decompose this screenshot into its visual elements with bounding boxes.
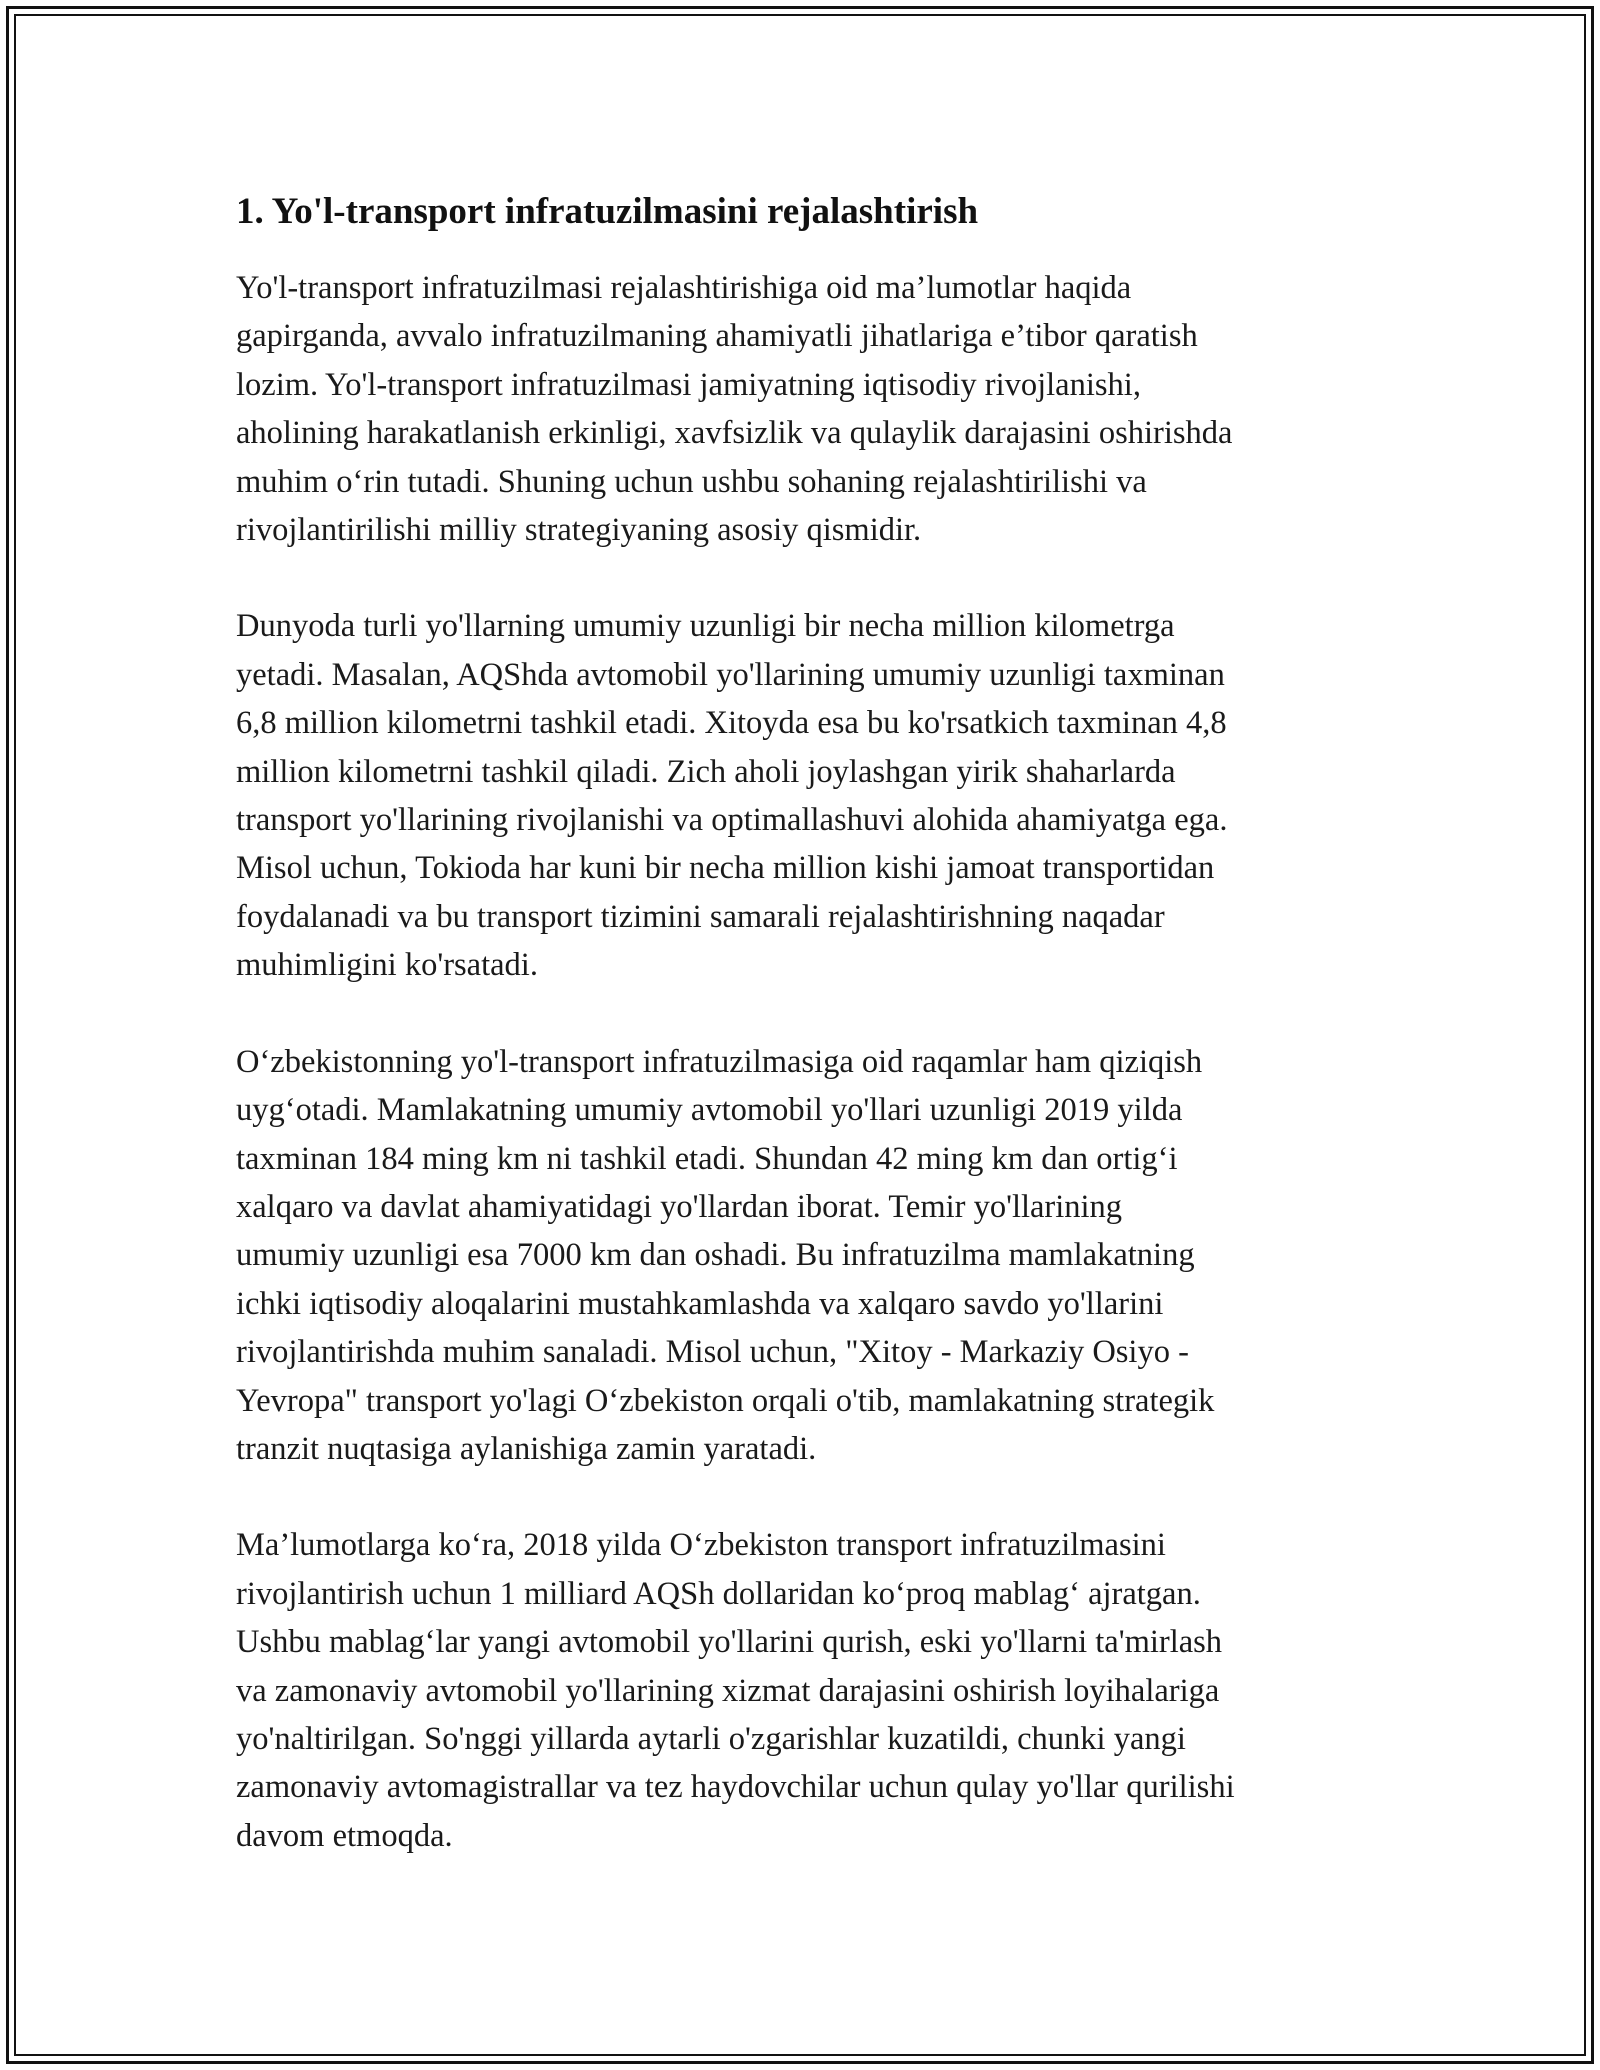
text-line: ichki iqtisodiy aloqalarini mustahkamlashda va xalqaro savdo yo'llarini	[236, 1285, 1164, 1322]
paragraph-4	[236, 1521, 1371, 1860]
text-line: rivojlantirishda muhim sanaladi. Misol uchun, "Xitoy - Markaziy Osiyo -	[236, 1334, 1189, 1371]
text-line: xalqaro va davlat ahamiyatidagi yo'llardan iborat. Temir yo'llarining	[236, 1188, 1123, 1225]
text-line: 6,8 million kilometrni tashkil etadi. Xitoyda esa bu ko'rsatkich taxminan 4,8	[236, 705, 1227, 742]
text-line: tranzit nuqtasiga aylanishiga zamin yaratadi.	[236, 1430, 817, 1467]
text-line: rivojlantirish uchun 1 milliard AQSh dollaridan ko‘proq mablag‘ ajratgan.	[236, 1575, 1201, 1612]
text-line: yetadi. Masalan, AQShda avtomobil yo'llarining umumiy uzunligi taxminan	[236, 656, 1225, 693]
text-line: zamonaviy avtomagistrallar va tez haydovchilar uchun qulay yo'llar qurilishi	[236, 1769, 1235, 1806]
text-line: davom etmoqda.	[236, 1817, 453, 1854]
paragraph-2	[236, 602, 1371, 989]
text-line: taxminan 184 ming km ni tashkil etadi. Shundan 42 ming km dan ortig‘i	[236, 1140, 1178, 1177]
text-line: million kilometrni tashkil qiladi. Zich aholi joylashgan yirik shaharlarda	[236, 753, 1176, 790]
document-body	[236, 186, 1371, 1908]
text-line: Ushbu mablag‘lar yangi avtomobil yo'llarini qurish, eski yo'llarni ta'mirlash	[236, 1624, 1223, 1661]
text-line: foydalanadi va bu transport tizimini samarali rejalashtirishning naqadar	[236, 898, 1165, 935]
text-line: uyg‘otadi. Mamlakatning umumiy avtomobil yo'llari uzunligi 2019 yilda	[236, 1092, 1183, 1129]
text-line: muhim o‘rin tutadi. Shuning uchun ushbu sohaning rejalashtirilishi va	[236, 463, 1147, 500]
text-line: Dunyoda turli yo'llarning umumiy uzunligi bir necha million kilometrga	[236, 608, 1175, 645]
text-line: aholining harakatlanish erkinligi, xavfsizlik va qulaylik darajasini oshirishda	[236, 415, 1233, 452]
text-line: Misol uchun, Tokioda har kuni bir necha million kishi jamoat transportidan	[236, 850, 1215, 887]
text-line: gapirganda, avvalo infratuzilmaning ahamiyatli jihatlariga e’tibor qaratish	[236, 318, 1198, 355]
text-line: Yevropa" transport yo'lagi O‘zbekiston orqali o'tib, mamlakatning strategik	[236, 1382, 1215, 1419]
text-line: muhimligini ko'rsatadi.	[236, 947, 538, 984]
paragraph-3	[236, 1038, 1371, 1474]
text-line: O‘zbekistonning yo'l-transport infratuzilmasiga oid raqamlar ham qiziqish	[236, 1043, 1203, 1080]
text-line: Ma’lumotlarga ko‘ra, 2018 yilda O‘zbekiston transport infratuzilmasini	[236, 1527, 1166, 1564]
text-line: va zamonaviy avtomobil yo'llarining xizmat darajasini oshirish loyihalariga	[236, 1672, 1220, 1709]
section-heading: 1. Yo'l-transport infratuzilmasini rejalashtirish	[236, 191, 979, 232]
text-line: umumiy uzunligi esa 7000 km dan oshadi. Bu infratuzilma mamlakatning	[236, 1237, 1195, 1274]
text-line: yo'naltirilgan. So'nggi yillarda aytarli o'zgarishlar kuzatildi, chunki yangi	[236, 1720, 1186, 1757]
text-line: Yo'l-transport infratuzilmasi rejalashtirishiga oid ma’lumotlar haqida	[236, 270, 1132, 306]
text-line: transport yo'llarining rivojlanishi va optimallashuvi alohida ahamiyatga ega.	[236, 802, 1228, 839]
text-line: lozim. Yo'l-transport infratuzilmasi jamiyatning iqtisodiy rivojlanishi,	[236, 366, 1141, 403]
paragraph-1	[236, 264, 1371, 554]
text-line: rivojlantirilishi milliy strategiyaning asosiy qismidir.	[236, 512, 922, 549]
